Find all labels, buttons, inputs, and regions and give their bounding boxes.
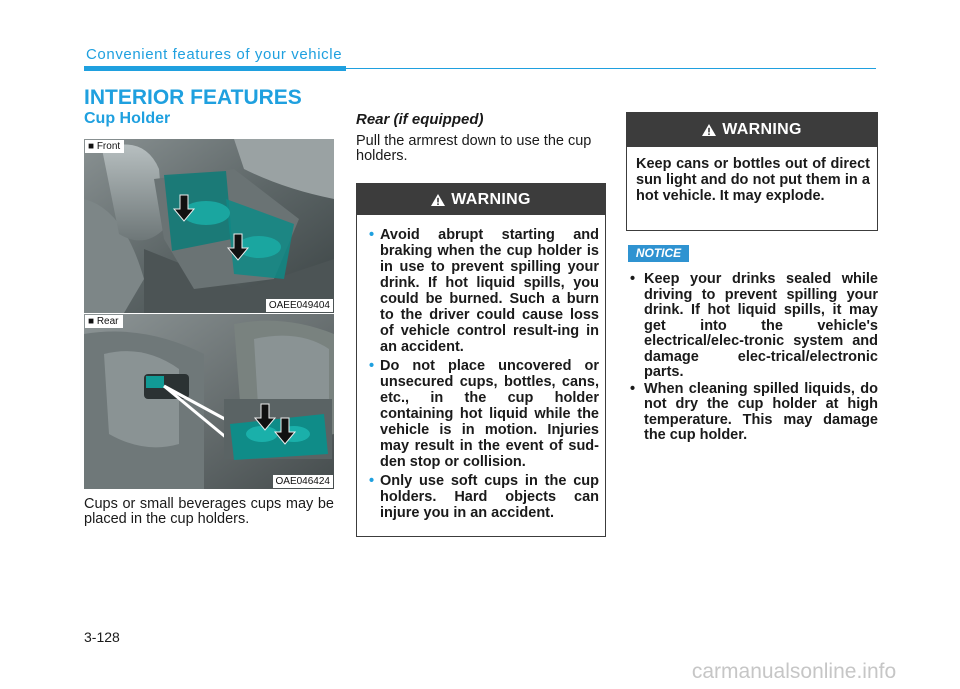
header-rule-thick [84,66,346,71]
notice-item-text: When cleaning spilled liquids, do not dry the cup holder at high temperature. This may damage the cup holder. [644,380,878,443]
bullet-icon: • [630,380,636,397]
warning-triangle-icon [431,194,445,206]
rear-heading: Rear (if equipped) [356,111,484,128]
header-rule-thin [346,68,876,69]
watermark: carmanualsonline.info [628,655,960,689]
subsection-title: Cup Holder [84,110,171,127]
page-title: INTERIOR FEATURES [84,86,302,109]
notice-item [630,272,878,381]
warning-header [357,184,605,215]
warning-title: WARNING [722,121,802,138]
page-number: 3-128 [84,629,120,645]
warning-item [369,473,599,521]
warning-heat-text: Keep cans or bottles out of direct sun light and do not put them in a hot vehicle. It may explode. [636,156,870,204]
notice-item-text: Keep your drinks sealed while driving to prevent spilling your drink. If hot liquid spills, it may get into the vehicle's electrical/elec-tronic system and damage elec-trical/electronic parts. [644,271,878,380]
warning-item-text: Avoid abrupt starting and braking when the cup holder is in use to prevent spilling your drink. If hot liquid spills, you could be burned. Such a burn to the driver could cause loss of vehicle control result-ing in an accident. [380,227,599,355]
bullet-icon: • [630,271,636,287]
rear-description: Pull the armrest down to use the cup holders. [356,133,592,164]
warning-item [369,227,599,355]
notice-list [630,272,878,445]
warning-header [627,113,877,147]
bullet-icon: • [369,358,375,374]
front-image-code: OAEE049404 [266,299,333,312]
warning-box-cup-holder [356,183,606,537]
front-label: ■ Front [85,140,124,153]
section-header: Convenient features of your vehicle [86,46,343,63]
warning-item [369,358,599,470]
notice-badge: NOTICE [628,245,689,262]
rear-label: ■ Rear [85,315,123,328]
cup-holder-description: Cups or small beverages cups may be placed in the cup holders. [84,496,334,527]
rear-image-code: OAE046424 [273,475,334,488]
notice-item [630,382,878,444]
warning-title: WARNING [451,190,531,208]
warning-box-heat [626,112,878,231]
warning-item-text: Do not place uncovered or unsecured cups, bottles, cans, etc., in the cup holder containing hot liquid while the vehicle is in motion. Injuries may result in the event of sud-den stop or collision. [380,358,599,470]
bullet-icon: • [369,227,375,243]
rear-cup-holder-photo [84,314,334,489]
bullet-icon: • [369,473,375,489]
warning-triangle-icon [702,124,716,136]
warning-item-text: Only use soft cups in the cup holders. Hard objects can injure you in an accident. [380,473,599,521]
front-cup-holder-photo [84,139,334,313]
